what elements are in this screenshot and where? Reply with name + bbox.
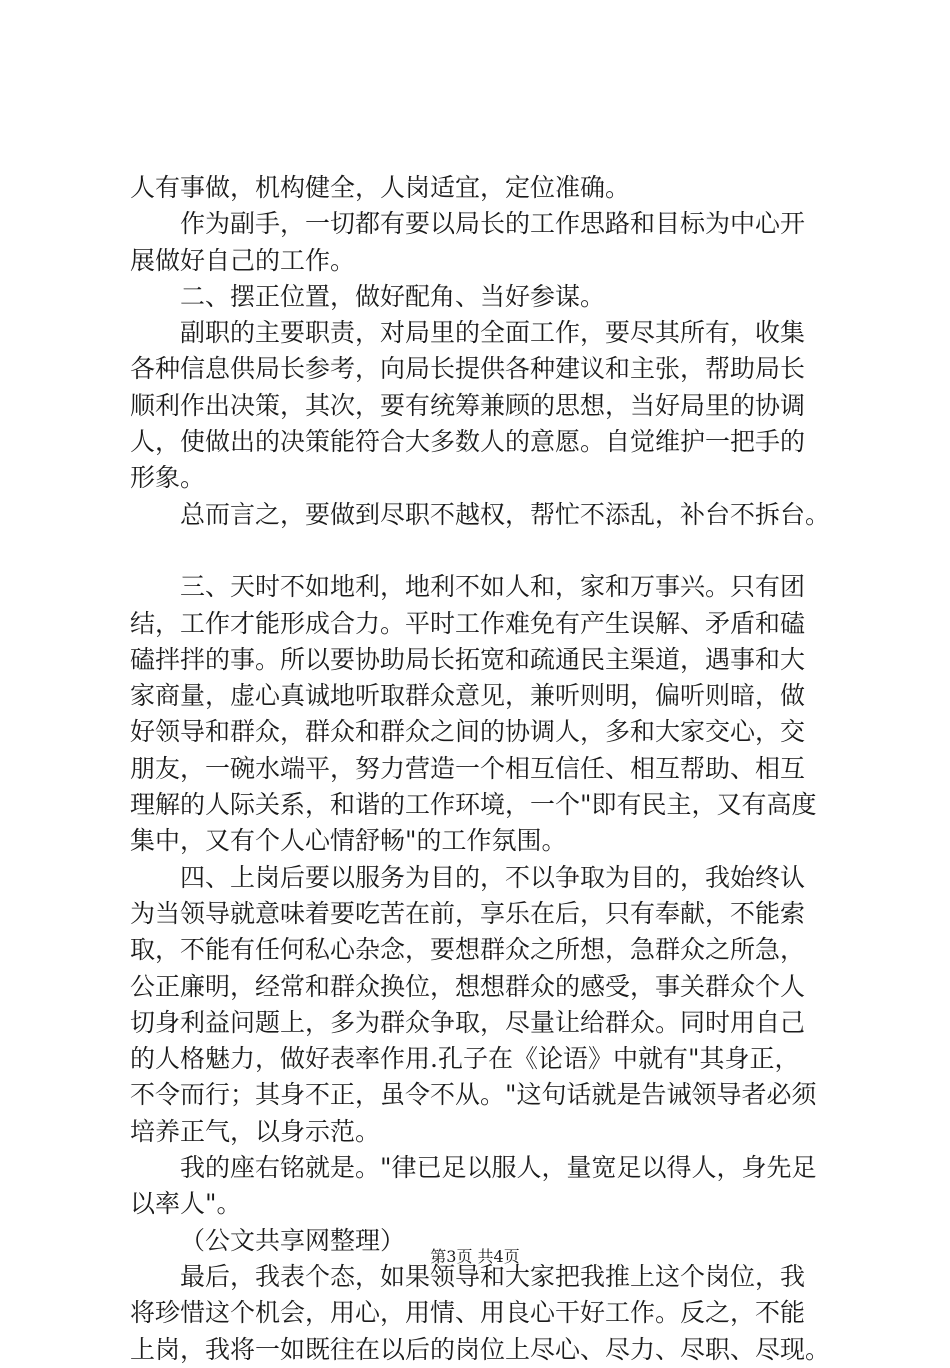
page-number-footer: 第3页 共4页: [430, 1247, 520, 1266]
text-line: 顺利作出决策，其次，要有统筹兼顾的思想，当好局里的协调: [130, 390, 806, 420]
text-line: 各种信息供局长参考，向局长提供各种建议和主张，帮助局长: [130, 354, 806, 384]
text-line: 好领导和群众，群众和群众之间的协调人，多和大家交心，交: [130, 717, 806, 747]
text-line: 不令而行；其身不正，虽令不从。"这句话就是告诫领导者必须: [130, 1080, 817, 1110]
text-line: 作为副手，一切都有要以局长的工作思路和目标为中心开: [180, 209, 806, 239]
text-line: 以率人"。: [130, 1189, 242, 1219]
text-line: 家商量，虚心真诚地听取群众意见，兼听则明，偏听则暗，做: [130, 681, 806, 711]
text-line: 切身利益问题上，多为群众争取，尽量让给群众。同时用自己: [130, 1007, 806, 1037]
text-line: 我的座右铭就是。"律已足以服人，量宽足以得人，身先足: [180, 1153, 817, 1183]
source-note: （公文共享网整理）: [180, 1225, 406, 1255]
text-line: 的人格魅力，做好表率作用.孔子在《论语》中就有"其身正，: [130, 1044, 800, 1074]
text-line: 取，不能有任何私心杂念，要想群众之所想，急群众之所急，: [130, 935, 806, 965]
text-line: 为当领导就意味着要吃苦在前，享乐在后，只有奉献，不能索: [130, 898, 806, 928]
section-heading: 四、上岗后要以服务为目的，不以争取为目的，我始终认: [180, 862, 806, 892]
text-line: 结，工作才能形成合力。平时工作难免有产生误解、矛盾和磕: [130, 608, 806, 638]
blank-line: [130, 533, 850, 569]
section-heading: 三、天时不如地利，地利不如人和，家和万事兴。只有团: [180, 572, 806, 602]
text-line: 展做好自己的工作。: [130, 245, 356, 275]
text-line: 总而言之，要做到尽职不越权，帮忙不添乱，补台不拆台。: [180, 499, 831, 529]
text-line: 磕拌拌的事。所以要协助局长拓宽和疏通民主渠道，遇事和大: [130, 644, 806, 674]
text-line: 人，使做出的决策能符合大多数人的意愿。自觉维护一把手的: [130, 427, 806, 457]
text-line: 培养正气，以身示范。: [130, 1116, 381, 1146]
text-line: 将珍惜这个机会，用心，用情、用良心干好工作。反之，不能: [130, 1298, 806, 1328]
section-heading: 二、摆正位置，做好配角、当好参谋。: [180, 281, 606, 311]
document-body: [130, 170, 850, 1368]
text-line: 形象。: [130, 463, 206, 493]
text-line: 理解的人际关系，和谐的工作环境，一个"即有民主，又有高度: [130, 790, 817, 820]
text-line: 人有事做，机构健全，人岗适宜，定位准确。: [130, 173, 631, 202]
text-line: 公正廉明，经常和群众换位，想想群众的感受，事关群众个人: [130, 971, 806, 1001]
text-line: 副职的主要职责，对局里的全面工作，要尽其所有，收集: [180, 318, 806, 348]
text-line: 朋友，一碗水端平，努力营造一个相互信任、相互帮助、相互: [130, 753, 806, 783]
text-line: 集中，又有个人心情舒畅"的工作氛围。: [130, 826, 567, 856]
text-line: 上岗，我将一如既往在以后的岗位上尽心、尽力、尽职、尽现。: [130, 1334, 831, 1364]
text-line: 最后，我表个态，如果领导和大家把我推上这个岗位，我: [180, 1261, 806, 1291]
